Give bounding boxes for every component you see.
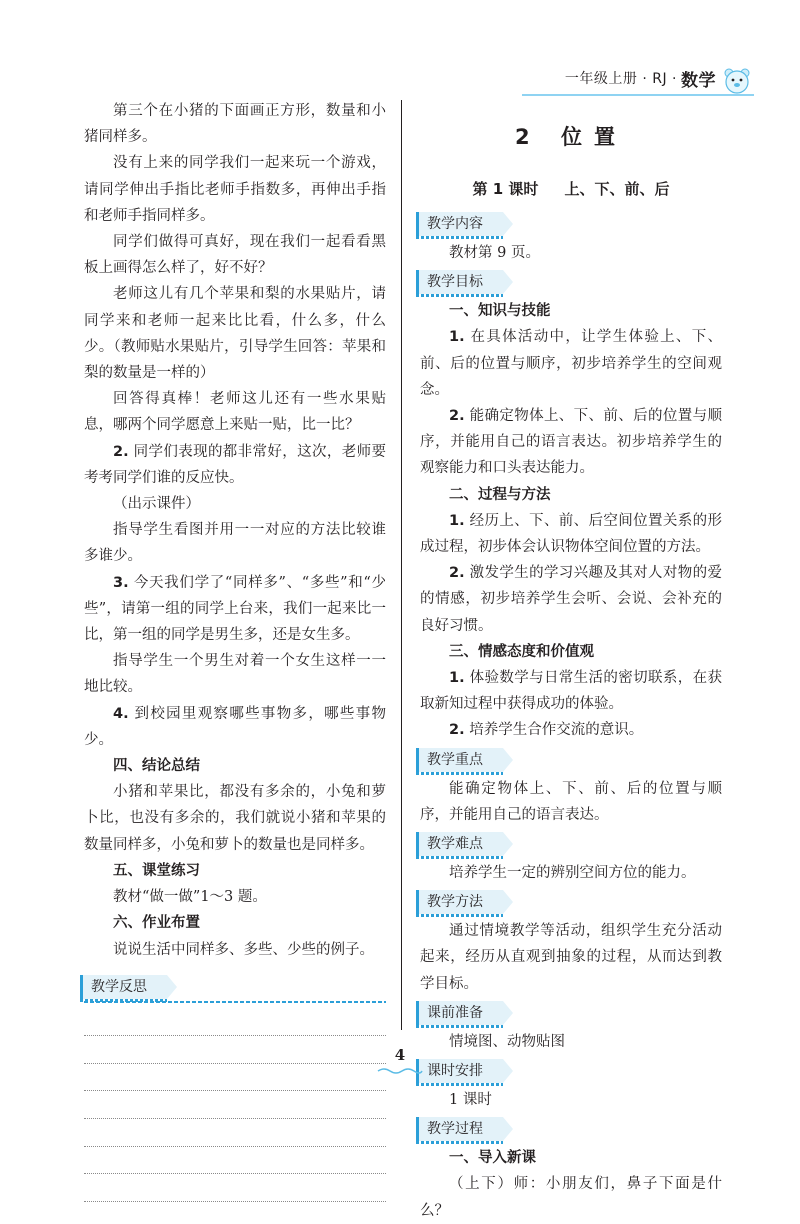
item-number: 4. [113, 705, 129, 722]
item-text: 到校园里观察哪些事物多，哪些事物少。 [84, 705, 387, 748]
header-rule [522, 94, 754, 96]
item-text: 体验数学与日常生活的密切联系，在获取新知过程中获得成功的体验。 [420, 670, 723, 713]
reflection-line [84, 1174, 386, 1202]
process-para-1: （上下）师：小朋友们，鼻子下面是什么？ [420, 1176, 722, 1219]
goal-1-1 [420, 324, 722, 403]
item-text: 培养学生合作交流的意识。 [469, 722, 644, 739]
goal-2-1 [420, 508, 722, 560]
item-number: 1. [449, 329, 465, 346]
reflection-tag: 教学反思 [80, 975, 167, 999]
item-text: 同学们表现的都非常好，这次，老师要考考同学们谁的反应快。 [84, 443, 387, 486]
practice-para: 教材“做一做”1～3 题。 [113, 889, 267, 906]
chapter-title: 2 位置 [515, 125, 627, 149]
header-subject: 数学 [681, 70, 716, 91]
left-para-2: 没有上来的同学我们一起来玩一个游戏，请同学伸出手指比老师手指数多，再伸出手指和老师手指同样多。 [84, 155, 386, 224]
left-para-5: 回答得真棒！老师这儿还有一些水果贴息，哪两个同学愿意上来贴一贴，比一比？ [84, 391, 386, 434]
guide-para-1: 指导学生看图并用一一对应的方法比较谁多谁少。 [84, 522, 386, 565]
goal-heading-1: 一、知识与技能 [449, 303, 551, 320]
reflection-line [84, 1009, 386, 1037]
lesson-number: 第 1 课时 [472, 180, 539, 198]
schedule-para: 1 课时 [449, 1092, 492, 1109]
reflection-tag-row [84, 971, 386, 1003]
process-tag: 教学过程 [416, 1117, 503, 1141]
item-number: 2. [449, 408, 465, 425]
content-tag-row [420, 208, 722, 240]
content-para: 教材第 9 页。 [449, 245, 540, 261]
guide-para-2: 指导学生一个男生对着一个女生这样一一地比较。 [84, 653, 386, 696]
item-number: 2. [449, 722, 465, 739]
process-tag-row [420, 1113, 722, 1145]
summary-para: 小猪和苹果比，都没有多余的，小兔和萝卜比，也没有多余的，我们就说小猪和苹果的数量同样多，小兔和萝卜的数量也是同样多。 [84, 784, 386, 853]
goal-tag: 教学目标 [416, 270, 503, 294]
left-column [84, 98, 386, 1202]
goal-1-2 [420, 403, 722, 482]
page-number: 4 [394, 1046, 406, 1064]
preparation-para: 情境图、动物贴图 [449, 1033, 565, 1050]
key-point-tag: 教学重点 [416, 748, 503, 772]
goal-heading-2: 二、过程与方法 [449, 486, 551, 503]
prep-tag-row [420, 997, 722, 1029]
section-heading-practice: 五、课堂练习 [113, 862, 200, 879]
method-tag: 教学方法 [416, 890, 503, 914]
key-tag-row [420, 744, 722, 776]
left-item-2 [84, 439, 386, 491]
left-para-1: 第三个在小猪的下面画正方形，数量和小猪同样多。 [84, 103, 386, 146]
item-number: 1. [449, 512, 465, 529]
left-para-4: 老师这儿有几个苹果和梨的水果贴片，请同学来和老师一起来比比看，什么多，什么少。（教师贴水果贴片，引导学生回答：苹果和梨的数量是一样的） [84, 286, 386, 382]
item-text: 能确定物体上、下、前、后的位置与顺序，并能用自己的语言表达。初步培养学生的观察能力和口头表达能力。 [420, 408, 723, 477]
method-para: 通过情境教学等活动，组织学生充分活动起来，经历从直观到抽象的过程，从而达到教学目标。 [420, 923, 722, 992]
courseware-note: （出示课件） [113, 496, 200, 513]
preparation-tag: 课前准备 [416, 1001, 503, 1025]
key-point-para: 能确定物体上、下、前、后的位置与顺序，并能用自己的语言表达。 [420, 780, 722, 823]
wave-ornament-icon [376, 1066, 424, 1076]
reflection-line [84, 1064, 386, 1092]
item-text: 激发学生的学习兴趣及其对人对物的爱的情感，初步培养学生会听、会说、会补充的良好习惯。 [420, 565, 723, 634]
goal-3-2 [420, 717, 722, 743]
goal-2-2 [420, 560, 722, 639]
lesson-title [420, 170, 722, 208]
method-tag-row [420, 886, 722, 918]
bear-icon [722, 66, 752, 96]
lesson-topic: 上、下、前、后 [564, 180, 670, 198]
difficulty-tag-row [420, 828, 722, 860]
section-heading-homework: 六、作业布置 [113, 915, 200, 932]
left-item-4 [84, 701, 386, 753]
reflection-line [84, 1147, 386, 1175]
item-number: 3. [113, 574, 129, 591]
reflection-lines [84, 1009, 386, 1202]
section-heading-conclusion: 四、结论总结 [113, 758, 200, 775]
goal-tag-row [420, 266, 722, 298]
item-number: 1. [449, 670, 465, 687]
item-text: 在具体活动中，让学生体验上、下、前、后的位置与顺序，初步培养学生的空间观念。 [420, 329, 723, 398]
left-item-3 [84, 570, 386, 649]
content-tag: 教学内容 [416, 212, 503, 236]
process-heading-1: 一、导入新课 [449, 1150, 536, 1167]
header-grade: 一年级上册 · RJ · [564, 71, 677, 87]
goal-3-1 [420, 665, 722, 717]
left-para-3: 同学们做得可真好，现在我们一起看看黑板上画得怎么样了，好不好？ [84, 234, 386, 277]
reflection-line [84, 1119, 386, 1147]
item-text: 今天我们学了“同样多”、“多些”和“少些”，请第一组的同学上台来，我们一起来比一比，第一组的同学是男生多，还是女生多。 [84, 574, 386, 644]
running-header [565, 64, 716, 92]
homework-para: 说说生活中同样多、多些、少些的例子。 [113, 941, 374, 958]
difficulty-para: 培养学生一定的辨别空间方位的能力。 [449, 865, 696, 882]
column-divider [401, 100, 402, 1030]
difficulty-tag: 教学难点 [416, 832, 503, 856]
item-number: 2. [449, 565, 465, 582]
reflection-line [84, 1091, 386, 1119]
item-number: 2. [113, 443, 129, 460]
goal-heading-3: 三、情感态度和价值观 [449, 643, 594, 660]
item-text: 经历上、下、前、后空间位置关系的形成过程，初步体会认识物体空间位置的方法。 [420, 512, 723, 556]
schedule-tag: 课时安排 [416, 1059, 503, 1083]
